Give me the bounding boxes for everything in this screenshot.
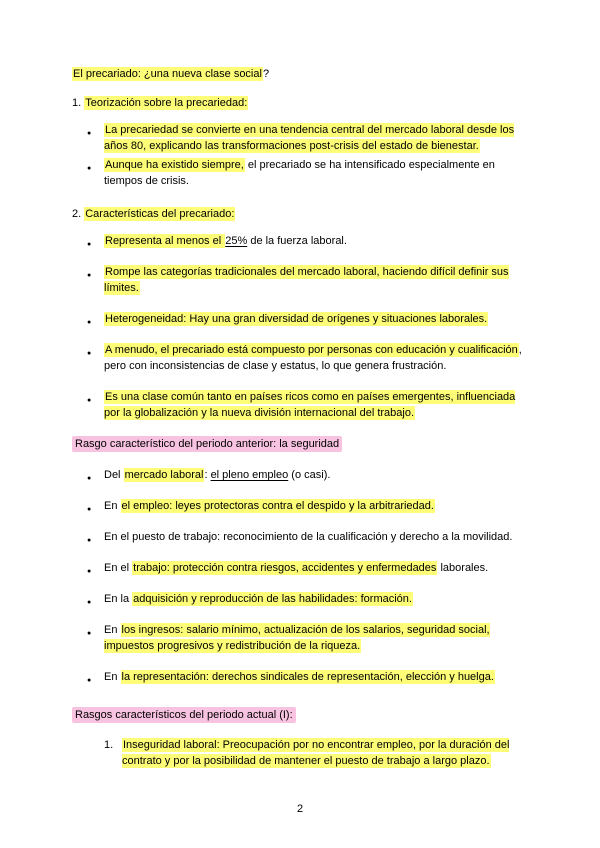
title-text: El precariado: ¿una nueva clase social [73,68,262,80]
heading-periodo-anterior [72,436,530,452]
teorizacion-list [72,122,530,189]
heading-text: Rasgo característico del periodo anterior: la seguridad [72,436,342,452]
title-tail: ? [262,68,270,80]
text-run: el empleo: leyes protectoras contra el despido y la arbitrariedad. [121,500,434,512]
list-item [104,264,530,296]
text-run: Representa al menos el [105,235,225,247]
heading-text: Características del precariado: [85,208,235,220]
heading-text: Rasgos característicos del periodo actual (I): [72,707,296,723]
doc-title [72,66,530,82]
list-item [104,311,530,327]
text-run: En [104,624,121,636]
text-run: En la [104,593,133,605]
list-item [104,560,530,576]
text-run: los ingresos: salario mínimo, actualización de los salarios, seguridad social, impuestos progresivos y redistribución de la riqueza. [104,624,490,652]
text-run: Heterogeneidad: Hay una gran diversidad de orígenes y situaciones laborales. [105,313,488,325]
text-run: laborales. [437,562,489,574]
list-item [104,233,530,249]
text-run: 25% [225,235,248,247]
caracteristicas-list [72,233,530,421]
text-run: Es una clase común tanto en países ricos como en países emergentes, influenciada por la globalización y la nueva división internacional del trabajo. [104,391,516,419]
list-item [104,669,530,685]
list-item [104,342,530,374]
text-run: adquisición y reproducción de las habilidades: formación. [133,593,412,605]
seguridad-list [72,467,530,685]
text-run: En el [104,562,133,574]
item-number: 1. [104,739,114,751]
text-run: Rompe las categorías tradicionales del mercado laboral, haciendo difícil definir sus límites. [104,266,509,294]
heading-teorizacion [72,95,530,111]
list-item [104,498,530,514]
list-item [104,622,530,654]
text-run: : [204,469,211,481]
text-run: trabajo: protección contra riesgos, accidentes y enfermedades [133,562,437,574]
list-item [104,122,530,154]
actual-list [104,737,530,769]
text-run: , pero con inconsistencias de clase y estatus, lo que genera frustración. [104,344,522,372]
list-item [104,389,530,421]
text-run: La precariedad se convierte en una tendencia central del mercado laboral desde los años 80, explicando las transformaciones post-crisis del estado de bienestar. [104,124,515,152]
text-run: mercado laboral [124,469,204,481]
list-item [104,467,530,483]
text-run: de la fuerza laboral. [247,235,347,247]
text-run: En [104,500,121,512]
list-item [104,591,530,607]
text-run: En el puesto de trabajo: reconocimiento de la cualificación y derecho a la movilidad. [104,531,513,543]
text-run: el precariado se ha intensificado especialmente en tiempos de crisis. [104,159,495,187]
text-run: la representación: derechos sindicales de representación, elección y huelga. [121,671,494,683]
text-run: Aunque ha existido siempre, [105,159,244,171]
heading-number: 2. [72,208,85,220]
list-item [104,529,530,545]
heading-text: Teorización sobre la precariedad: [85,97,248,109]
heading-number: 1. [72,97,85,109]
text-run: Inseguridad laboral: Preocupación por no encontrar empleo, por la duración del contrato y por la posibilidad de mantener el puesto de trabajo a largo plazo. [122,739,510,767]
heading-periodo-actual [72,707,530,723]
page-number: 2 [296,803,304,815]
text-run: Del [104,469,124,481]
text-run: A menudo, el precariado está compuesto por personas con educación y cualificación [105,344,518,356]
heading-caracteristicas [72,206,530,222]
text-run: (o casi). [288,469,331,481]
text-run: En [104,671,121,683]
text-run: el pleno empleo [210,469,289,481]
numbered-item [104,737,530,769]
list-item [104,157,530,189]
